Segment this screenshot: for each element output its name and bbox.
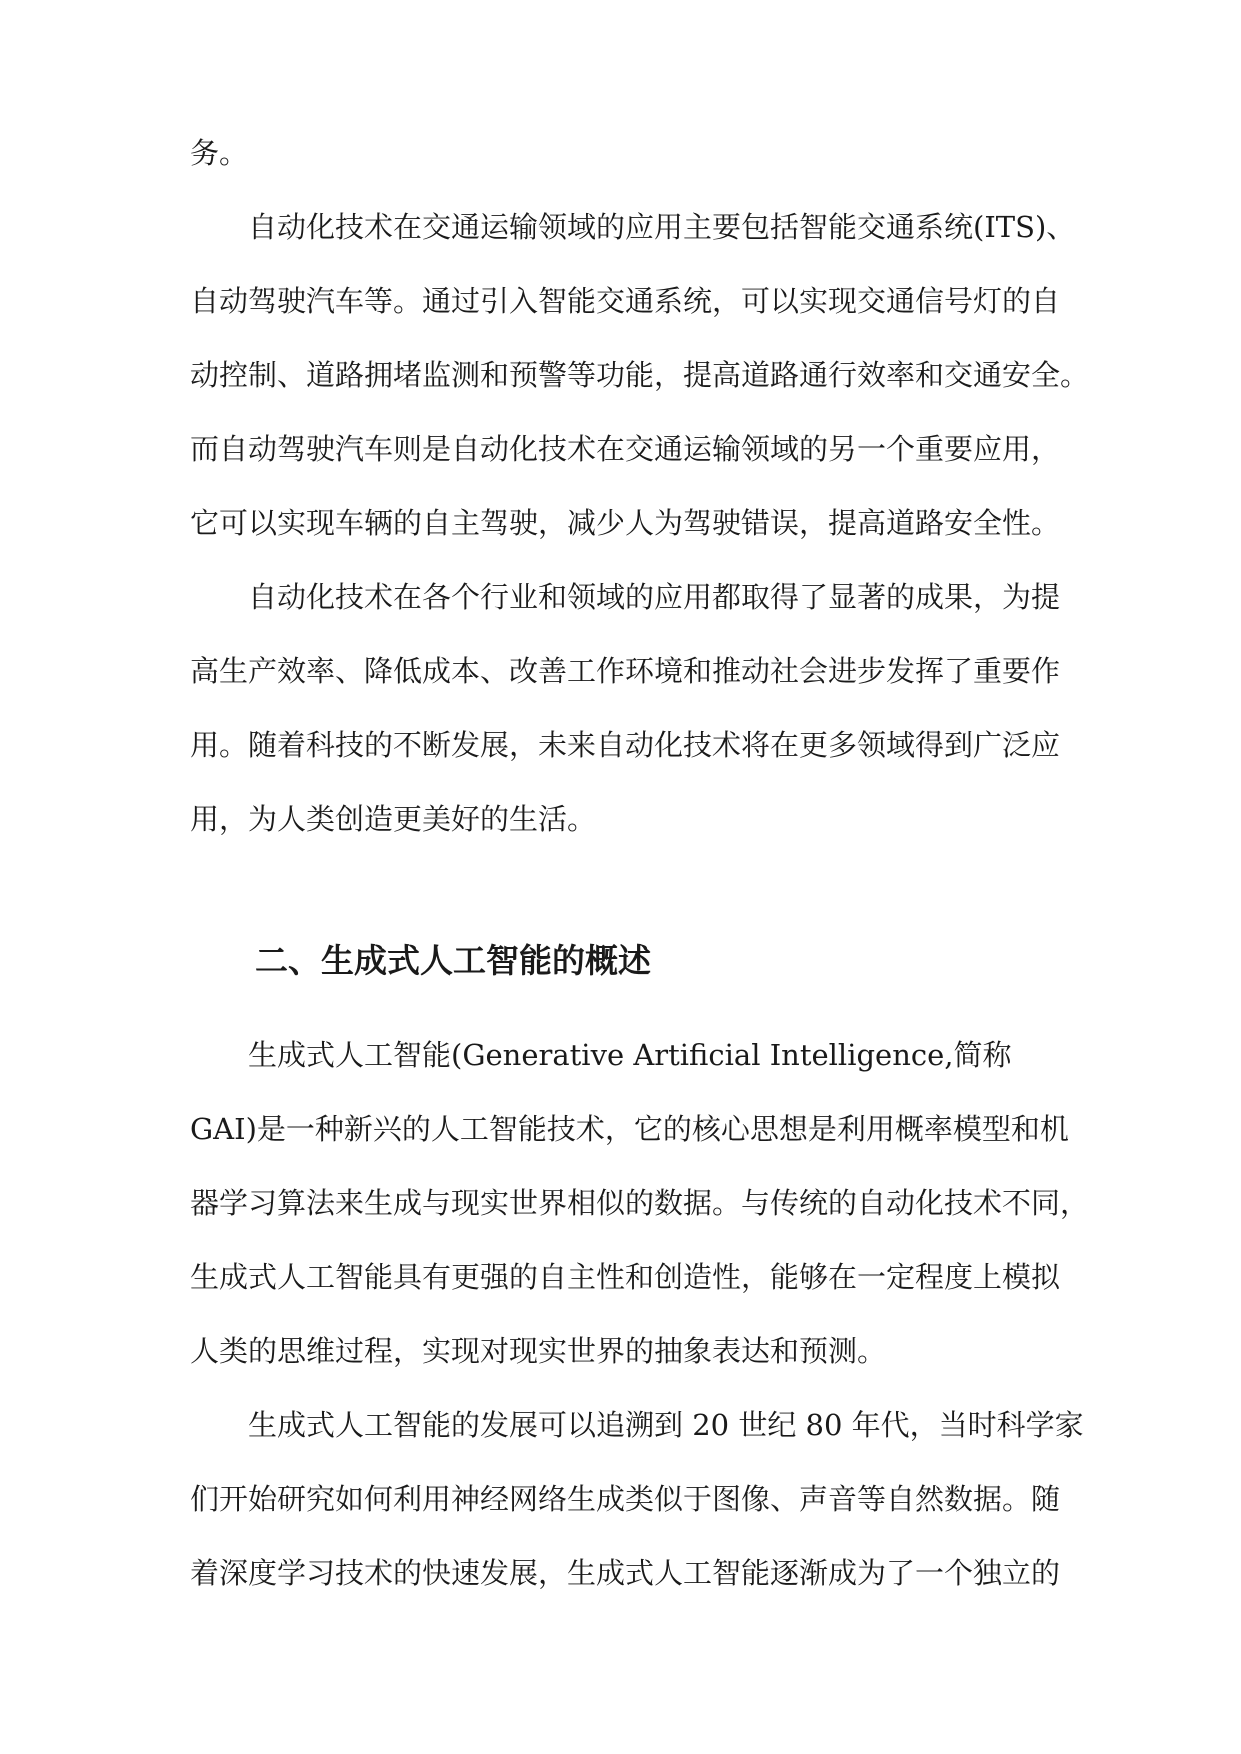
paragraph-line: 而自动驾驶汽车则是自动化技术在交通运输领域的另一个重要应用， <box>190 432 1061 466</box>
paragraph-line: 着深度学习技术的快速发展，生成式人工智能逐渐成为了一个独立的 <box>190 1556 1061 1590</box>
paragraph-line: 生成式人工智能(Generative Artificial Intelligence,简称 <box>248 1038 1012 1072</box>
section-heading: 二、生成式人工智能的概述 <box>255 941 651 980</box>
paragraph-line: 它可以实现车辆的自主驾驶，减少人为驾驶错误，提高道路安全性。 <box>190 506 1061 540</box>
paragraph-line: 们开始研究如何利用神经网络生成类似于图像、声音等自然数据。随 <box>190 1482 1061 1516</box>
paragraph-line: 人类的思维过程，实现对现实世界的抽象表达和预测。 <box>190 1334 887 1368</box>
paragraph-line: 生成式人工智能具有更强的自主性和创造性，能够在一定程度上模拟 <box>190 1260 1061 1294</box>
paragraph-line: 自动化技术在交通运输领域的应用主要包括智能交通系统(ITS)、 <box>248 210 1076 244</box>
paragraph-line: 动控制、道路拥堵监测和预警等功能，提高道路通行效率和交通安全。 <box>190 358 1090 392</box>
paragraph-line: 用，为人类创造更美好的生活。 <box>190 802 597 836</box>
paragraph-line: 器学习算法来生成与现实世界相似的数据。与传统的自动化技术不同， <box>190 1186 1090 1220</box>
paragraph-line: 自动化技术在各个行业和领域的应用都取得了显著的成果，为提 <box>248 580 1061 614</box>
paragraph-line: 务。 <box>190 136 249 170</box>
paragraph-line: GAI)是一种新兴的人工智能技术，它的核心思想是利用概率模型和机 <box>190 1112 1069 1146</box>
paragraph-line: 生成式人工智能的发展可以追溯到 20 世纪 80 年代，当时科学家 <box>248 1408 1084 1442</box>
paragraph-line: 自动驾驶汽车等。通过引入智能交通系统，可以实现交通信号灯的自 <box>190 284 1061 318</box>
paragraph-line: 用。随着科技的不断发展，未来自动化技术将在更多领域得到广泛应 <box>190 728 1061 762</box>
paragraph-line: 高生产效率、降低成本、改善工作环境和推动社会进步发挥了重要作 <box>190 654 1061 688</box>
